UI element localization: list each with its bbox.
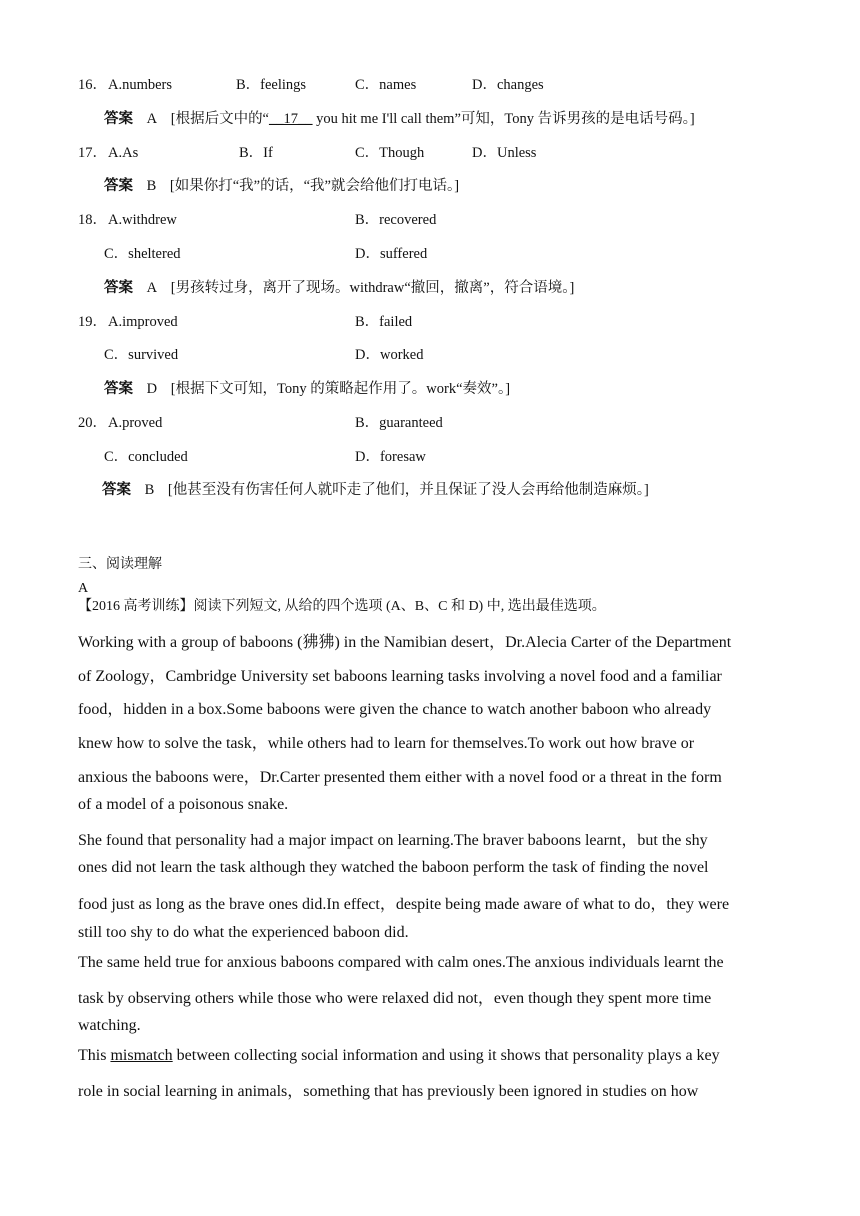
option-b: B．recovered: [355, 212, 437, 228]
section-part: A: [78, 581, 89, 596]
answer-letter: A: [146, 111, 158, 127]
option-a: A.As: [108, 145, 139, 161]
section-title: 三、阅读理解: [78, 557, 162, 572]
passage-line: task by observing others while those who were relaxed did not，even though they spent more time: [78, 990, 712, 1007]
answer-18: [104, 279, 574, 297]
option-a: A.numbers: [108, 77, 173, 93]
answer-explanation: [如果你打“我”的话，“我”就会给他们打电话。]: [169, 178, 460, 194]
answer-letter: D: [146, 381, 158, 397]
option-c: C．survived: [104, 347, 179, 363]
answer-tag: 答案: [104, 381, 133, 397]
passage-line: of a model of a poisonous snake.: [78, 796, 289, 813]
passage-line: The same held true for anxious baboons compared with calm ones.The anxious individuals learnt the: [78, 954, 724, 971]
option-a: A.withdrew: [108, 212, 177, 228]
option-d: D．foresaw: [355, 449, 426, 465]
passage-line: still too shy to do what the experienced baboon did.: [78, 924, 409, 941]
passage-line: food，hidden in a box.Some baboons were given the chance to watch another baboon who already: [78, 701, 712, 718]
question-19: [78, 313, 107, 331]
question-number: 17．: [78, 145, 107, 161]
text-segment: between collecting social information and using it shows that personality plays a key: [172, 1047, 720, 1064]
option-c: C．names: [355, 77, 417, 93]
answer-letter: B: [144, 482, 155, 498]
answer-19: [104, 380, 510, 398]
question-18: [78, 211, 107, 229]
answer-explanation: [男孩转过身，离开了现场。withdraw“撤回，撤离”，符合语境。]: [170, 280, 575, 296]
section-instruction: 【2016 高考训练】阅读下列短文, 从给的四个选项 (A、B、C 和 D) 中, 选出最佳选项。: [78, 599, 606, 614]
question-number: 20．: [78, 415, 107, 431]
option-d: D．worked: [355, 347, 424, 363]
question-number: 19．: [78, 314, 107, 330]
option-b: B．guaranteed: [355, 415, 443, 431]
passage-line: role in social learning in animals，something that has previously been ignored in studies on how: [78, 1083, 699, 1100]
answer-blank: __17__: [269, 111, 313, 127]
option-c: C．Though: [355, 145, 425, 161]
passage-line-mismatch: [78, 1047, 720, 1065]
answer-tag: 答案: [104, 111, 133, 127]
option-a: A.proved: [108, 415, 163, 431]
answer-tag: 答案: [104, 280, 133, 296]
answer-tag: 答案: [102, 482, 131, 498]
passage-line: Working with a group of baboons (狒狒) in the Namibian desert，Dr.Alecia Carter of the Department: [78, 634, 732, 651]
option-a: A.improved: [108, 314, 178, 330]
question-20: [78, 414, 107, 432]
question-number: 16．: [78, 77, 107, 93]
option-d: D．changes: [472, 77, 544, 93]
answer-explanation-post: you hit me I'll call them”可知，Tony 告诉男孩的是电话号码。]: [312, 111, 695, 127]
passage-line: anxious the baboons were，Dr.Carter presented them either with a novel food or a threat in the form: [78, 769, 722, 786]
passage-line: ones did not learn the task although they watched the baboon perform the task of finding the novel: [78, 859, 709, 876]
passage-line: knew how to solve the task，while others had to learn for themselves.To work out how brave or: [78, 735, 695, 752]
passage-line: watching.: [78, 1017, 141, 1034]
answer-explanation-pre: [根据后文中的“: [170, 111, 269, 127]
answer-17: [104, 177, 459, 195]
text-segment: This: [78, 1047, 111, 1064]
answer-explanation: [根据下文可知，Tony 的策略起作用了。work“奏效”。]: [170, 381, 511, 397]
answer-16: [104, 110, 695, 128]
answer-20: [102, 481, 649, 499]
passage-line: She found that personality had a major impact on learning.The braver baboons learnt，but the shy: [78, 832, 708, 849]
option-d: D．suffered: [355, 246, 428, 262]
question-number: 18．: [78, 212, 107, 228]
option-b: B．failed: [355, 314, 413, 330]
option-c: C．sheltered: [104, 246, 181, 262]
passage-line: food just as long as the brave ones did.In effect，despite being made aware of what to do，they were: [78, 896, 730, 913]
option-d: D．Unless: [472, 145, 537, 161]
question-17: [78, 144, 107, 162]
answer-explanation: [他甚至没有伤害任何人就吓走了他们，并且保证了没人会再给他制造麻烦。]: [167, 482, 649, 498]
option-b: B．If: [239, 145, 273, 161]
passage-line: of Zoology，Cambridge University set baboons learning tasks involving a novel food and a familiar: [78, 668, 722, 685]
option-b: B．feelings: [236, 77, 307, 93]
answer-tag: 答案: [104, 178, 133, 194]
answer-letter: A: [146, 280, 158, 296]
question-16: [78, 76, 107, 94]
underlined-word: mismatch: [110, 1047, 173, 1064]
option-c: C．concluded: [104, 449, 188, 465]
answer-letter: B: [146, 178, 157, 194]
